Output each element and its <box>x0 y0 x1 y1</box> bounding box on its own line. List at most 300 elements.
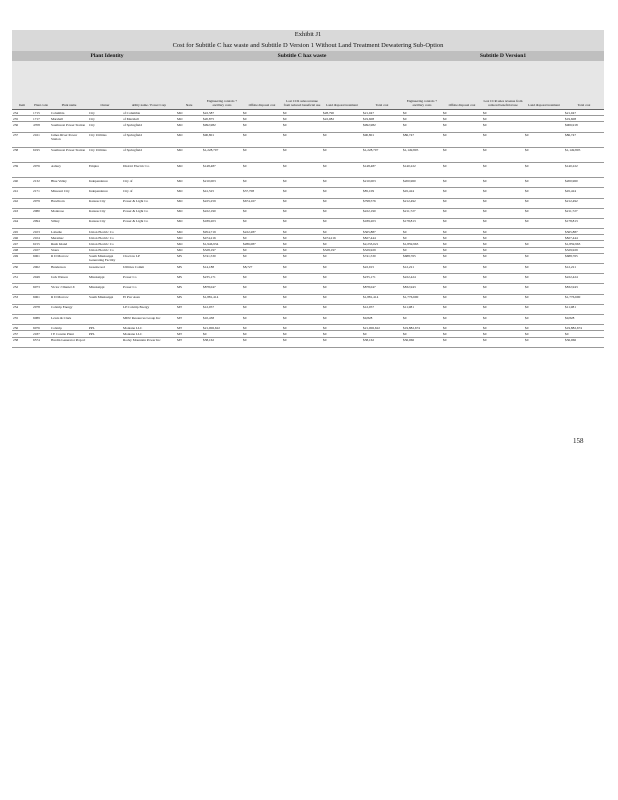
cell-item: 243 <box>12 208 32 218</box>
cell-c-total: $235,171 <box>362 274 402 284</box>
cell-d-eng: $832,943 <box>402 284 442 294</box>
cell-state: MT <box>176 331 202 337</box>
cell-plant: Colstrip <box>50 325 88 331</box>
cell-d-eng: $212,492 <box>402 198 442 208</box>
cell-utility: Utilities Comm <box>122 264 176 274</box>
cell-item: 254 <box>12 304 32 314</box>
column-header: State <box>185 103 193 107</box>
cell-d-land: $0 <box>524 241 564 247</box>
column-header: Owner <box>100 103 110 107</box>
cell-state: MO <box>176 208 202 218</box>
cell-plant: Colstrip Energy <box>50 304 88 314</box>
cell-d-eng: $0 <box>402 314 442 324</box>
column-header: Engineering controls + ancillary costs <box>206 99 238 107</box>
cell-d-eng: $1,859,963 <box>402 241 442 247</box>
cell-state: MO <box>176 110 202 116</box>
cell-c-total: $21,006,622 <box>362 325 402 331</box>
cell-d-land: $0 <box>524 274 564 284</box>
cell-code: 2187 <box>32 331 50 337</box>
cell-state: MS <box>176 294 202 304</box>
cell-code: 6076 <box>32 325 50 331</box>
cell-c-lost: $0 <box>282 294 322 304</box>
cell-d-land: $0 <box>524 132 564 147</box>
cell-c-eng: $1,946,934 <box>202 241 242 247</box>
cell-plant: J E Corette Plant <box>50 331 88 337</box>
cell-d-land: $0 <box>524 198 564 208</box>
cell-item: 242 <box>12 198 32 208</box>
cell-d-land: $0 <box>524 208 564 218</box>
cell-d-eng: $200,960 <box>402 178 442 188</box>
cell-utility: Rocky Mountain Power Inc <box>122 337 176 347</box>
cell-item: 257 <box>12 331 32 337</box>
column-header: Plant code <box>34 103 48 107</box>
cell-c-off: $0 <box>242 208 282 218</box>
cell-c-lost: $0 <box>282 264 322 274</box>
cell-d-lost: $0 <box>482 208 524 218</box>
table-row <box>12 188 604 198</box>
cell-d-total: $86,747 <box>564 132 604 147</box>
cell-c-lost: $0 <box>282 229 322 235</box>
cell-d-land: $0 <box>524 188 564 198</box>
cell-item: 252 <box>12 284 32 294</box>
cell-state: MS <box>176 274 202 284</box>
cell-utility: of Marshall <box>122 116 176 122</box>
cell-plant: Columbia <box>50 110 88 116</box>
cell-c-total: $222,190 <box>362 208 402 218</box>
column-header: Land disposal treatment <box>528 103 560 107</box>
cell-c-total: $189,203 <box>362 218 402 228</box>
cell-c-off: $0 <box>242 314 282 324</box>
cell-d-off: $0 <box>442 132 482 147</box>
cell-code: 6155 <box>32 241 50 247</box>
cell-code: 2132 <box>32 178 50 188</box>
column-header: Offsite disposal cost <box>448 103 476 107</box>
cell-owner: PPL <box>88 331 122 337</box>
table-row <box>12 284 604 294</box>
cell-c-eng: $992,982 <box>202 122 242 132</box>
cell-d-off: $0 <box>442 116 482 122</box>
cell-d-total: $200,960 <box>564 178 604 188</box>
cell-state: MO <box>176 132 202 147</box>
cell-c-total: $85,109 <box>362 188 402 198</box>
cell-c-eng: $225,259 <box>202 198 242 208</box>
cell-c-land: $0 <box>322 241 362 247</box>
cell-d-eng: $36,066 <box>402 337 442 347</box>
cell-item: 248 <box>12 247 32 253</box>
cell-c-eng: $0 <box>202 331 242 337</box>
cell-d-eng: $0 <box>402 110 442 116</box>
cell-d-off: $0 <box>442 264 482 274</box>
cell-item: 235 <box>12 116 32 122</box>
cell-code: 6195 <box>32 147 50 162</box>
cell-utility: Montana LLC <box>122 325 176 331</box>
cell-d-eng: $1,149,805 <box>402 147 442 162</box>
column-header: Lost CCR sales revenue from reduced beneficial use <box>283 99 321 107</box>
cell-d-off: $0 <box>442 314 482 324</box>
cell-c-eng: $41,525 <box>202 188 242 198</box>
cell-c-lost: $0 <box>282 116 322 122</box>
table-row <box>12 162 604 177</box>
cell-utility: Power Co <box>122 284 176 294</box>
cell-c-total: $38,162 <box>362 337 402 347</box>
cell-d-lost: $0 <box>482 116 524 122</box>
cell-item: 234 <box>12 110 32 116</box>
cell-owner: Union Electric Co <box>88 235 122 241</box>
cell-owner: Mississippi <box>88 284 122 294</box>
cell-item: 237 <box>12 132 32 147</box>
cell-c-total: $90,801 <box>362 132 402 147</box>
cell-c-eng: $148,487 <box>202 162 242 177</box>
cell-utility: MDU Resources Group Inc <box>122 314 176 324</box>
cell-owner: City <box>88 122 122 132</box>
cell-state: MO <box>176 218 202 228</box>
cell-c-land: $0 <box>322 178 362 188</box>
cell-d-lost: $0 <box>482 314 524 324</box>
cell-plant: Labadie <box>50 229 88 235</box>
cell-c-lost: $0 <box>282 253 322 263</box>
cell-state: MO <box>176 235 202 241</box>
cell-d-lost: $0 <box>482 188 524 198</box>
cell-c-lost: $0 <box>282 304 322 314</box>
cell-item: 246 <box>12 235 32 241</box>
cell-d-lost: $0 <box>482 132 524 147</box>
table-row <box>12 314 604 324</box>
cell-c-off: $0 <box>242 304 282 314</box>
cell-item: 255 <box>12 314 32 324</box>
cell-d-total: $19,608 <box>564 116 604 122</box>
cell-c-lost: $0 <box>282 188 322 198</box>
title-band <box>12 30 604 51</box>
cell-d-total: $211,727 <box>564 208 604 218</box>
cell-d-lost: $0 <box>482 229 524 235</box>
cell-item: 240 <box>12 178 32 188</box>
cell-c-lost: $0 <box>282 198 322 208</box>
cell-c-off: $0 <box>242 325 282 331</box>
cell-c-eng: $222,190 <box>202 208 242 218</box>
cell-c-land: $0 <box>322 314 362 324</box>
cell-d-lost: $0 <box>482 304 524 314</box>
cell-plant: Hawthorn <box>50 198 88 208</box>
cell-plant: Rush Island <box>50 241 88 247</box>
cell-plant: Blue Valley <box>50 178 88 188</box>
cell-c-off: $0 <box>242 110 282 116</box>
cell-c-eng: $235,171 <box>202 274 242 284</box>
cell-state: MS <box>176 284 202 294</box>
cell-plant: Sioux <box>50 247 88 253</box>
cell-c-land: $0 <box>322 274 362 284</box>
cell-d-total: $19,882,674 <box>564 325 604 331</box>
cell-d-off: $0 <box>442 229 482 235</box>
cell-code: 1715 <box>32 110 50 116</box>
cell-utility: Power & Light Co <box>122 198 176 208</box>
cell-c-off: $0 <box>242 132 282 147</box>
cell-utility: of Springfield <box>122 147 176 162</box>
cell-c-total: $9,828 <box>362 314 402 324</box>
cell-c-total: $565,887 <box>362 229 402 235</box>
cell-item: 251 <box>12 274 32 284</box>
cell-d-off: $0 <box>442 337 482 347</box>
column-header: Plant name <box>61 103 77 107</box>
cell-d-total: $45,424 <box>564 188 604 198</box>
cell-state: MT <box>176 314 202 324</box>
cell-state: MT <box>176 325 202 331</box>
cell-d-land: $0 <box>524 337 564 347</box>
cell-d-off: $0 <box>442 325 482 331</box>
column-header-row <box>12 61 604 110</box>
cell-d-total: $329,929 <box>564 247 604 253</box>
cell-item: 239 <box>12 162 32 177</box>
cell-d-land: $0 <box>524 325 564 331</box>
cell-c-total: $741,530 <box>362 253 402 263</box>
cell-code: 2076 <box>32 162 50 177</box>
cell-d-eng: $0 <box>402 122 442 132</box>
cell-d-off: $0 <box>442 188 482 198</box>
cell-d-off: $0 <box>442 218 482 228</box>
cell-utility: Power & Light Co <box>122 218 176 228</box>
cell-owner: Union Electric Co <box>88 247 122 253</box>
cell-c-eng: $474,216 <box>202 235 242 241</box>
cell-owner <box>88 337 122 347</box>
cell-c-lost: $0 <box>282 314 322 324</box>
cell-code: 4708 <box>32 122 50 132</box>
cell-c-eng: $12,057 <box>202 304 242 314</box>
cell-d-eng: $12,221 <box>402 264 442 274</box>
cell-d-land: $0 <box>524 178 564 188</box>
cell-d-total: $1,859,963 <box>564 241 604 247</box>
column-header: Item <box>18 103 26 107</box>
table-row <box>12 122 604 132</box>
cell-d-eng: $0 <box>402 116 442 122</box>
cell-d-lost: $0 <box>482 147 524 162</box>
cell-d-eng: $45,424 <box>402 188 442 198</box>
cell-d-eng: $0 <box>402 229 442 235</box>
cell-utility: District Electric Co <box>122 162 176 177</box>
cell-plant: Marshall <box>50 116 88 122</box>
cell-c-off: $37,708 <box>242 188 282 198</box>
cell-item: 244 <box>12 218 32 228</box>
cell-d-lost: $0 <box>482 331 524 337</box>
cell-state: MS <box>176 264 202 274</box>
cell-c-eng: $328,197 <box>202 247 242 253</box>
cell-d-lost: $0 <box>482 284 524 294</box>
cell-utility: El Pwr Assn <box>122 294 176 304</box>
cell-plant: Hardin Generator Project <box>50 337 88 347</box>
cell-utility: City of <box>122 178 176 188</box>
cell-c-land: $0 <box>322 337 362 347</box>
cell-c-lost: $0 <box>282 337 322 347</box>
cell-d-off: $0 <box>442 162 482 177</box>
cell-d-off: $0 <box>442 274 482 284</box>
cell-state: MT <box>176 337 202 347</box>
cell-utility: of Springfield <box>122 132 176 147</box>
cell-c-land: $0 <box>322 331 362 337</box>
cell-c-off: $0 <box>242 294 282 304</box>
cell-plant: Southwest Power Station <box>50 147 88 162</box>
cell-c-eng: $10,438 <box>202 314 242 324</box>
cell-c-total: $22,915 <box>362 264 402 274</box>
cell-d-total: $0 <box>564 331 604 337</box>
cell-state: MO <box>176 188 202 198</box>
cell-code: 2094 <box>32 218 50 228</box>
cell-c-land: $0 <box>322 325 362 331</box>
column-header: Land disposal treatment <box>326 103 358 107</box>
cell-c-eng: $22,587 <box>202 110 242 116</box>
cell-code: 6061 <box>32 253 50 263</box>
cell-d-eng: $1,776,690 <box>402 294 442 304</box>
cell-c-total: $148,487 <box>362 162 402 177</box>
cell-c-lost: $0 <box>282 235 322 241</box>
cell-owner: Mississippi <box>88 274 122 284</box>
cell-d-lost: $0 <box>482 274 524 284</box>
cell-plant: Meramec <box>50 235 88 241</box>
cost-table <box>12 110 604 348</box>
cell-d-lost: $0 <box>482 325 524 331</box>
cell-c-total: $21,047 <box>362 110 402 116</box>
cell-d-lost: $0 <box>482 253 524 263</box>
page-number: 158 <box>573 437 584 445</box>
cell-d-off: $0 <box>442 284 482 294</box>
cell-owner: Independence <box>88 178 122 188</box>
column-header: utility name / Power Corp <box>131 103 167 107</box>
table-row <box>12 132 604 147</box>
cell-owner: PPL <box>88 325 122 331</box>
cell-d-eng: $11,981 <box>402 304 442 314</box>
cell-d-total: $1,149,805 <box>564 147 604 162</box>
cell-state: MO <box>176 241 202 247</box>
cell-plant: R D Morrow <box>50 253 88 263</box>
column-header: Engineering controls + ancillary costs <box>406 99 438 107</box>
cell-d-total: $1,776,690 <box>564 294 604 304</box>
cell-c-lost: $0 <box>282 147 322 162</box>
cell-d-eng: $222,424 <box>402 274 442 284</box>
exhibit-title: Exhibit J1 <box>294 31 322 38</box>
cell-c-eng: $210,003 <box>202 178 242 188</box>
cell-c-total: $12,057 <box>362 304 402 314</box>
cell-code: 6574 <box>32 337 50 347</box>
cell-code: 2078 <box>32 304 50 314</box>
cell-c-eng: $741,530 <box>202 253 242 263</box>
cell-c-off: $0 <box>242 331 282 337</box>
cell-c-lost: $0 <box>282 218 322 228</box>
cell-plant: Southwest Power Station <box>50 122 88 132</box>
column-group-header <box>12 51 604 61</box>
cell-d-land: $0 <box>524 253 564 263</box>
cell-c-lost: $0 <box>282 132 322 147</box>
cell-d-total: $21,047 <box>564 110 604 116</box>
cell-d-eng: $688,765 <box>402 253 442 263</box>
cell-c-total: $0 <box>362 331 402 337</box>
cell-c-off: $0 <box>242 116 282 122</box>
cell-c-lost: $0 <box>282 274 322 284</box>
cell-state: MO <box>176 198 202 208</box>
cell-d-total: $12,221 <box>564 264 604 274</box>
cell-utility: Power Co <box>122 274 176 284</box>
cell-code: 1717 <box>32 116 50 122</box>
cell-c-total: $992,982 <box>362 122 402 132</box>
cell-d-lost: $0 <box>482 337 524 347</box>
cell-plant: Montrose <box>50 208 88 218</box>
cell-d-off: $0 <box>442 147 482 162</box>
cell-code: 2079 <box>32 198 50 208</box>
cell-d-total: $906,918 <box>564 122 604 132</box>
cell-d-land: $0 <box>524 218 564 228</box>
cell-item: 238 <box>12 147 32 162</box>
cell-owner: City <box>88 116 122 122</box>
cell-c-off: $0 <box>242 122 282 132</box>
cell-c-land: $28,790 <box>322 110 362 116</box>
cell-owner: Kansas City <box>88 218 122 228</box>
group-plant-identity: Plant Identity <box>90 53 124 59</box>
cell-c-total: $827,444 <box>362 235 402 241</box>
cell-code: 6089 <box>32 314 50 324</box>
cell-d-off: $0 <box>442 247 482 253</box>
cell-d-total: $178,813 <box>564 218 604 228</box>
cell-plant: James River Power Station <box>50 132 88 147</box>
cell-c-off: $0 <box>242 178 282 188</box>
cell-item: 249 <box>12 253 32 263</box>
cell-c-land: $0 <box>322 264 362 274</box>
column-header: Lost CCR sales revenue from reduced beneficial use <box>483 99 523 107</box>
cell-d-off: $0 <box>442 208 482 218</box>
cell-c-lost: $0 <box>282 241 322 247</box>
cell-c-land: $0 <box>322 162 362 177</box>
cell-c-total: $1,228,707 <box>362 147 402 162</box>
cell-plant: Asbury <box>50 162 88 177</box>
cell-d-total: $832,943 <box>564 284 604 294</box>
cell-c-off: $0 <box>242 337 282 347</box>
cell-utility: of Columbia <box>122 110 176 116</box>
cell-code: 2161 <box>32 132 50 147</box>
column-header: Offsite disposal cost <box>248 103 276 107</box>
cell-c-total: $329,929 <box>362 247 402 253</box>
cell-c-lost: $0 <box>282 208 322 218</box>
cell-d-off: $0 <box>442 198 482 208</box>
cell-c-off: $0 <box>242 253 282 263</box>
cell-owner: Empire <box>88 162 122 177</box>
cell-c-total: $1,881,414 <box>362 294 402 304</box>
cell-d-lost: $0 <box>482 122 524 132</box>
cell-code: 2080 <box>32 208 50 218</box>
cell-d-total: $36,066 <box>564 337 604 347</box>
cell-d-lost: $0 <box>482 218 524 228</box>
cell-c-off: $286,087 <box>242 241 282 247</box>
cell-plant: Henderson <box>50 264 88 274</box>
cell-c-lost: $0 <box>282 325 322 331</box>
cell-code: 6061 <box>32 294 50 304</box>
cell-d-eng: $0 <box>402 235 442 241</box>
cell-c-off: $0 <box>242 274 282 284</box>
cell-c-total: $210,003 <box>362 178 402 188</box>
cell-owner: Greenwood <box>88 264 122 274</box>
cell-c-total: $19,608 <box>362 116 402 122</box>
cell-c-off: $222,287 <box>242 229 282 235</box>
cell-c-eng: $1,228,707 <box>202 147 242 162</box>
cell-c-land: $0 <box>322 304 362 314</box>
cell-utility: Choctaw LP <box>122 253 176 263</box>
cell-utility: Power & Light Co <box>122 208 176 218</box>
cell-d-lost: $0 <box>482 178 524 188</box>
cell-owner: Union Electric Co <box>88 241 122 247</box>
cell-c-off: $674,167 <box>242 198 282 208</box>
cell-utility: of Springfield <box>122 122 176 132</box>
cell-utility: City of <box>122 188 176 198</box>
cell-c-land: $0 <box>322 294 362 304</box>
cell-item: 247 <box>12 241 32 247</box>
cell-c-land: $0 <box>322 253 362 263</box>
cell-state: MS <box>176 253 202 263</box>
group-subtitle-d: Subtitle D Version1 <box>479 53 527 59</box>
cell-c-eng: $21,006,622 <box>202 325 242 331</box>
